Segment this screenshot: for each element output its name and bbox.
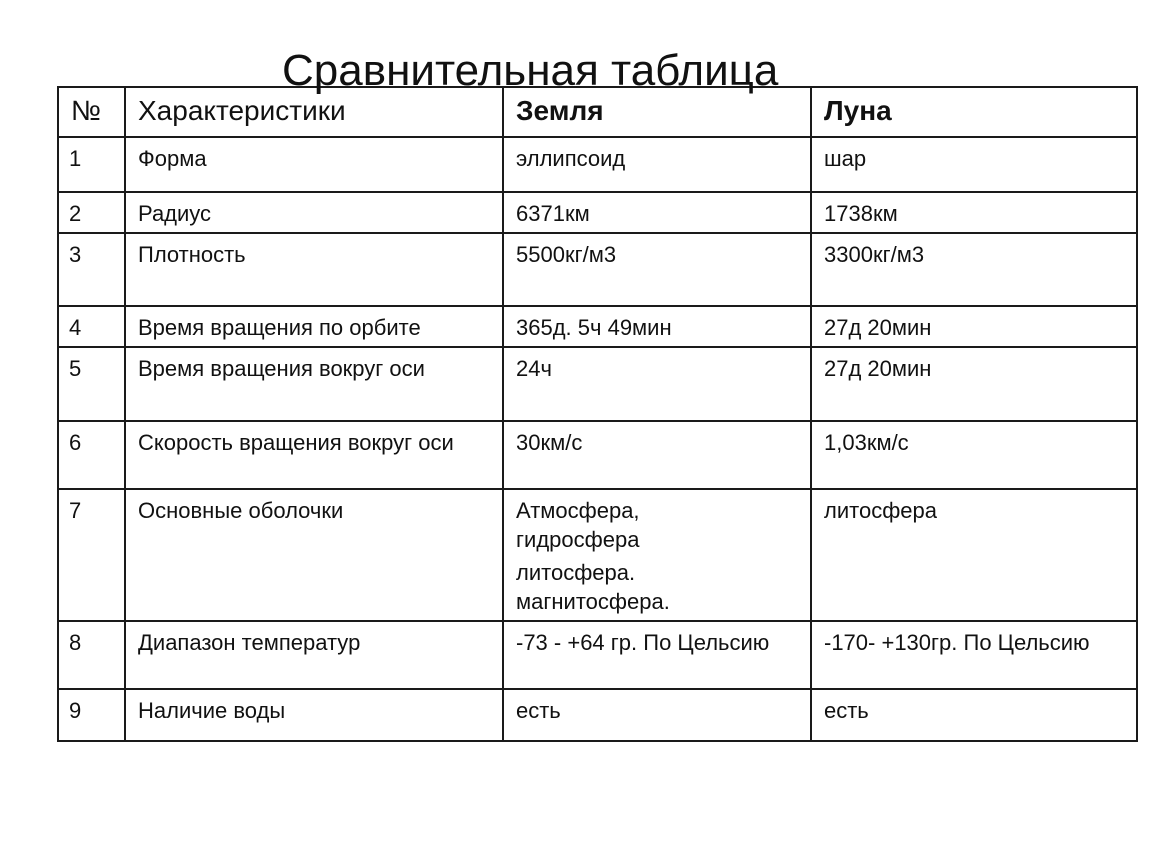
row-number: 4 <box>58 306 125 347</box>
row-moon-value: 27д 20мин <box>811 347 1137 421</box>
row-earth-value: 24ч <box>503 347 811 421</box>
row-earth-value: 30км/с <box>503 421 811 489</box>
row-moon-value: -170- +130гр. По Цельсию <box>811 621 1137 689</box>
row-number: 3 <box>58 233 125 306</box>
page-title: Сравнительная таблица <box>282 46 779 95</box>
row-characteristic: Диапазон температур <box>125 621 503 689</box>
table-row <box>58 689 1137 741</box>
row-number: 8 <box>58 621 125 689</box>
row-number: 9 <box>58 689 125 741</box>
row-moon-value: 1738км <box>811 192 1137 233</box>
row-characteristic: Скорость вращения вокруг оси <box>125 421 503 489</box>
table-row <box>58 137 1137 192</box>
row-moon-value: есть <box>811 689 1137 741</box>
row-number: 1 <box>58 137 125 192</box>
row-moon-value: 1,03км/с <box>811 421 1137 489</box>
header-earth: Земля <box>503 87 811 137</box>
row-moon-value: 27д 20мин <box>811 306 1137 347</box>
row-characteristic: Радиус <box>125 192 503 233</box>
row-characteristic: Время вращения вокруг оси <box>125 347 503 421</box>
row-number: 2 <box>58 192 125 233</box>
row-earth-value: -73 - +64 гр. По Цельсию <box>503 621 811 689</box>
row-characteristic: Форма <box>125 137 503 192</box>
comparison-table <box>57 86 1138 742</box>
row-moon-value: шар <box>811 137 1137 192</box>
row-number: 5 <box>58 347 125 421</box>
row-characteristic: Время вращения по орбите <box>125 306 503 347</box>
row-characteristic: Наличие воды <box>125 689 503 741</box>
row-earth-value: 365д. 5ч 49мин <box>503 306 811 347</box>
header-num: № <box>58 87 125 137</box>
header-characteristic: Характеристики <box>125 87 503 137</box>
row-characteristic: Основные оболочки <box>125 489 503 621</box>
row-moon-value: 3300кг/м3 <box>811 233 1137 306</box>
row-moon-value: литосфера <box>811 489 1137 621</box>
row-earth-value: есть <box>503 689 811 741</box>
row-earth-value: 6371км <box>503 192 811 233</box>
table-row <box>58 621 1137 689</box>
row-earth-value: Атмосфера, гидросфера литосфера. магнитосфера. <box>503 489 811 621</box>
header-moon: Луна <box>811 87 1137 137</box>
table-row <box>58 306 1137 347</box>
row-earth-value: эллипсоид <box>503 137 811 192</box>
table-row <box>58 421 1137 489</box>
row-number: 6 <box>58 421 125 489</box>
row-number: 7 <box>58 489 125 621</box>
row-earth-value: 5500кг/м3 <box>503 233 811 306</box>
table-row <box>58 192 1137 233</box>
table-row <box>58 233 1137 306</box>
table-row <box>58 489 1137 621</box>
row-characteristic: Плотность <box>125 233 503 306</box>
table-row <box>58 347 1137 421</box>
